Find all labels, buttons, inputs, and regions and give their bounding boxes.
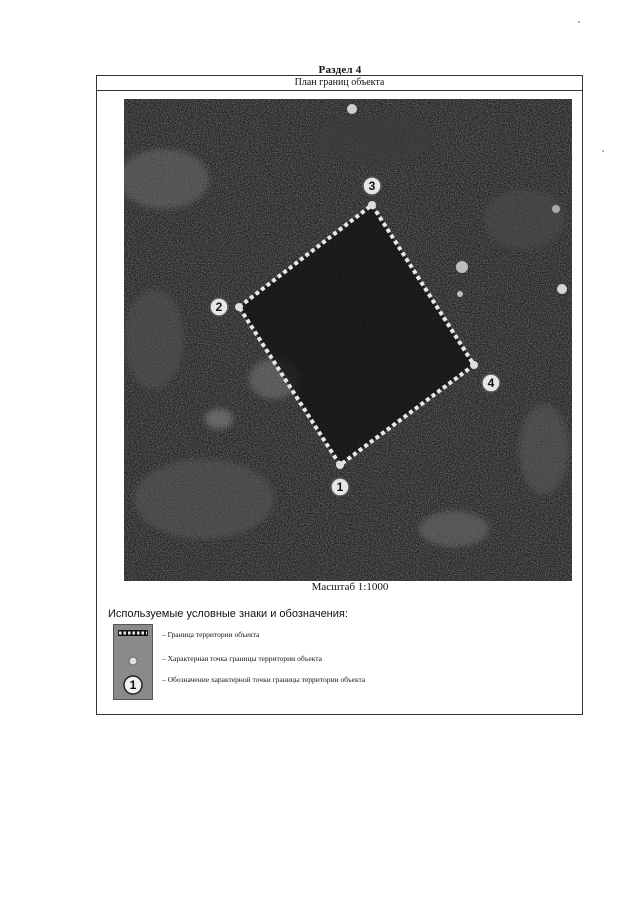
point-marker-4 (482, 374, 500, 392)
boundary-point-3 (368, 201, 376, 209)
scan-speck (578, 21, 580, 23)
legend-item-boundary: – Граница территории объекта (162, 630, 260, 639)
boundary-point-icon (129, 657, 137, 665)
scan-speck (602, 150, 604, 152)
map-scale: Масштаб 1:1000 (311, 581, 389, 593)
legend-item-point-label: – Обозначение характерной точки границы территории объекта (162, 675, 366, 684)
point-marker-label: 2 (215, 300, 223, 314)
frame-title: План границ объекта (97, 76, 582, 91)
section-title: Раздел 4 (318, 64, 362, 76)
point-marker-label: 4 (487, 376, 495, 390)
boundary-point-1 (336, 461, 344, 469)
map-svg (124, 99, 572, 581)
point-marker-3 (363, 177, 381, 195)
boundary-point-2 (235, 303, 243, 311)
legend-symbols (113, 624, 153, 700)
point-marker-label: 3 (368, 179, 376, 193)
legend-title: Используемые условные знаки и обозначения: (108, 608, 348, 620)
satellite-map (124, 99, 572, 581)
point-marker-1 (331, 478, 349, 496)
point-label-icon-symbol: 1 (129, 678, 137, 692)
point-marker-label: 1 (336, 480, 344, 494)
legend-item-point: – Характерная точка границы территории объекта (162, 654, 322, 663)
point-marker-2 (210, 298, 228, 316)
boundary-point-4 (470, 361, 478, 369)
